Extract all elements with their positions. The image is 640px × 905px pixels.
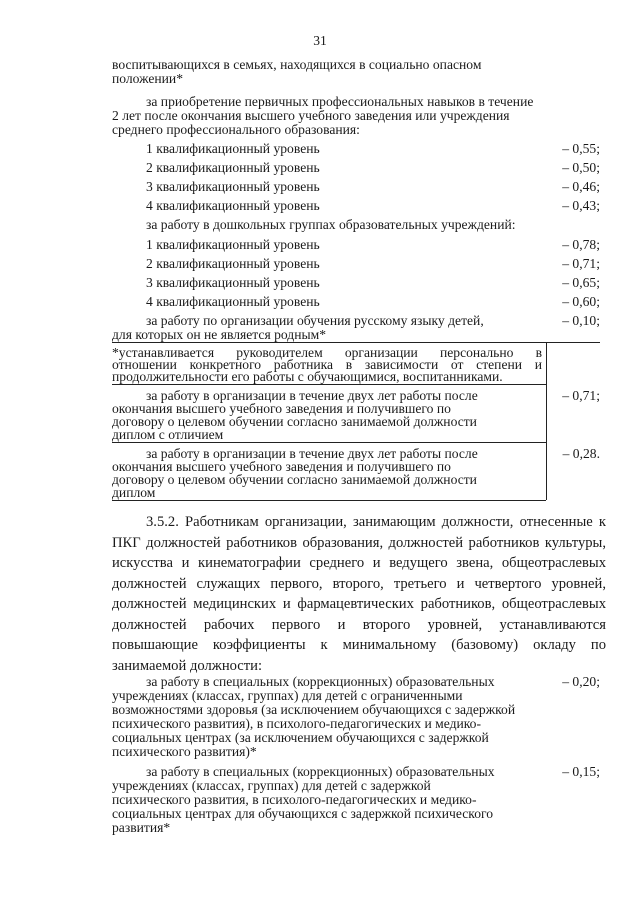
level-value: – 0,60; — [562, 294, 600, 309]
text-line: диплом — [112, 485, 156, 500]
coefficient-value: – 0,20; — [562, 674, 600, 689]
text-line: психического развития)* — [112, 744, 257, 759]
level-value: – 0,78; — [562, 237, 600, 252]
text-line: за работу в специальных (коррекционных) образовательных — [146, 764, 495, 779]
level-value: – 0,46; — [562, 179, 600, 194]
coefficient-value: – 0,15; — [562, 764, 600, 779]
page-number: 31 — [313, 33, 327, 48]
table-rule — [546, 342, 547, 500]
text-line: 2 лет после окончания высшего учебного заведения или учреждения — [112, 108, 510, 123]
text-line: учреждениях (классах, группах) для детей с задержкой — [112, 778, 431, 793]
text-line: социальных центрах (за исключением обучающихся с задержкой — [112, 730, 489, 745]
text-line: воспитывающихся в семьях, находящихся в социально опасном — [112, 57, 482, 72]
level-label: 4 квалификационный уровень — [146, 294, 320, 309]
level-value: – 0,55; — [562, 141, 600, 156]
text-line: среднего профессионального образования: — [112, 122, 360, 137]
text-line: за работу в специальных (коррекционных) образовательных — [146, 674, 495, 689]
text-line: окончания высшего учебного заведения и получившего по — [112, 459, 451, 474]
text-line: за работу в организации в течение двух лет работы после — [146, 446, 478, 461]
level-value: – 0,43; — [562, 198, 600, 213]
coefficient-value: – 0,71; — [562, 388, 600, 403]
text-line: за работу в организации в течение двух лет работы после — [146, 388, 478, 403]
text-line: договору о целевом обучении согласно занимаемой должности — [112, 472, 477, 487]
table-rule — [112, 442, 546, 443]
text-line: развития* — [112, 820, 171, 835]
text-line: социальных центрах для обучающихся с задержкой психического — [112, 806, 494, 821]
level-value: – 0,65; — [562, 275, 600, 290]
text-line: за работу в дошкольных группах образовательных учреждений: — [146, 217, 516, 232]
text-line: за работу по организации обучения русскому языку детей, — [146, 313, 484, 328]
level-label: 1 квалификационный уровень — [146, 237, 320, 252]
level-value: – 0,50; — [562, 160, 600, 175]
coefficient-value: – 0,28. — [562, 446, 600, 461]
text-line: договору о целевом обучении согласно занимаемой должности — [112, 414, 477, 429]
text-line: учреждениях (классах, группах) для детей с ограниченными — [112, 688, 463, 703]
table-rule — [112, 500, 546, 501]
level-label: 2 квалификационный уровень — [146, 160, 320, 175]
text-line: для которых он не является родным* — [112, 327, 327, 342]
level-label: 2 квалификационный уровень — [146, 256, 320, 271]
text-line: диплом с отличием — [112, 427, 224, 442]
text-line: психического развития, в психолого-педагогических и медико- — [112, 792, 477, 807]
text-line: положении* — [112, 71, 184, 86]
section-paragraph: 3.5.2. Работникам организации, занимающим должности, отнесенные к ПКГ должностей работников образования, должностей работников культуры, искусства и кинематографии среднего и ведущего звена, общеотраслевых должностей служащих первого, второго, третьего и четвертого уровней, должностей медицинских и фармацевтических работников, общеотраслевых должностей рабочих первого и второго уровней, устанавливаются повышающие коэффициенты к минимальному (базовому) окладу по занимаемой должности: — [112, 514, 606, 674]
text-line: за приобретение первичных профессиональных навыков в течение — [146, 94, 534, 109]
table-rule — [112, 384, 546, 385]
coefficient-value: – 0,10; — [562, 313, 600, 328]
level-label: 3 квалификационный уровень — [146, 179, 320, 194]
text-line: возможностями здоровья (за исключением обучающихся с задержкой — [112, 702, 516, 717]
level-value: – 0,71; — [562, 256, 600, 271]
text-line: окончания высшего учебного заведения и получившего по — [112, 401, 451, 416]
level-label: 4 квалификационный уровень — [146, 198, 320, 213]
footnote-line: продолжительности его работы с обучающимися, воспитанниками. — [112, 369, 503, 384]
level-label: 1 квалификационный уровень — [146, 141, 320, 156]
level-label: 3 квалификационный уровень — [146, 275, 320, 290]
text-line: психического развития), в психолого-педагогических и медико- — [112, 716, 482, 731]
footnote-line: отношении конкретного работника в зависимости от степени и — [112, 357, 542, 372]
table-rule — [112, 342, 600, 343]
footnote-line: *устанавливается руководителем организации персонально в — [112, 345, 542, 360]
